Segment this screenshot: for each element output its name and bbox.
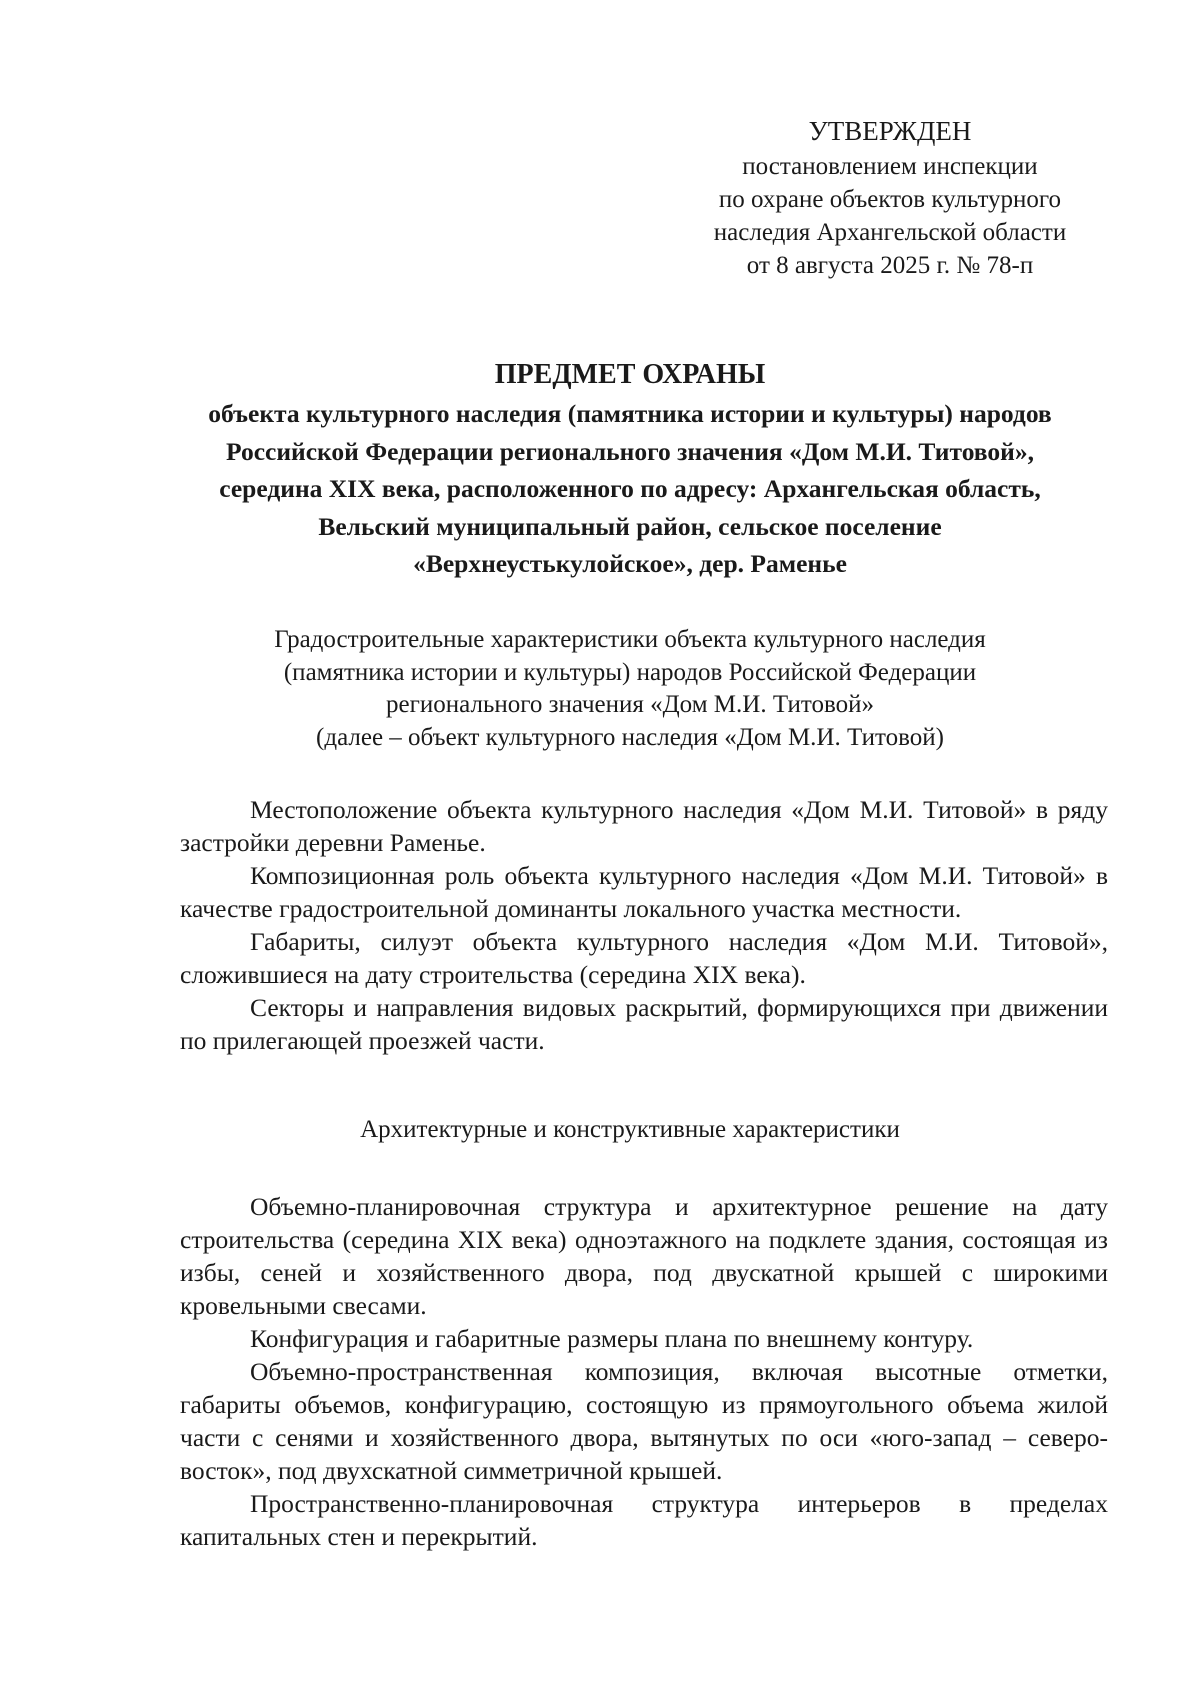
section-heading-urban <box>160 624 1100 754</box>
paragraph: Местоположение объекта культурного наследия «Дом М.И. Титовой» в ряду застройки деревни Раменье. <box>180 795 1108 857</box>
section-heading-line: Архитектурные и конструктивные характеристики <box>360 1116 900 1143</box>
paragraph: Объемно-планировочная структура и архитектурное решение на дату строительства (середина XIX века) одноэтажного на подклете здания, состоящая из избы, сеней и хозяйственного двора, под двускатной крышей с широкими кровельными свесами. <box>180 1192 1108 1320</box>
document-title: ПРЕДМЕТ ОХРАНЫ <box>494 359 766 390</box>
document-subtitle-line: Российской Федерации регионального значения «Дом М.И. Титовой», <box>226 436 1034 466</box>
approval-stamp <box>680 112 1100 282</box>
section-heading-line: Градостроительные характеристики объекта культурного наследия <box>274 626 986 653</box>
section-heading-line: (памятника истории и культуры) народов Российской Федерации <box>283 658 977 686</box>
paragraph: Пространственно-планировочная структура интерьеров в пределах капитальных стен и перекрытий. <box>180 1489 1108 1551</box>
approval-line: постановлением инспекции <box>742 153 1038 180</box>
section-body-urban <box>180 793 1108 1057</box>
approval-line: от 8 августа 2025 г. № 78-п <box>746 252 1034 279</box>
approval-line: наследия Архангельской области <box>713 219 1067 246</box>
section-heading-architecture <box>160 1114 1100 1147</box>
section-heading-line: (далее – объект культурного наследия «Дом М.И. Титовой) <box>316 723 944 751</box>
approval-title: УТВЕРЖДЕН <box>808 116 972 146</box>
section-heading-line: регионального значения «Дом М.И. Титовой» <box>386 691 874 718</box>
approval-line: по охране объектов культурного <box>718 186 1062 213</box>
paragraph: Габариты, силуэт объекта культурного наследия «Дом М.И. Титовой», сложившиеся на дату строительства (середина XIX века). <box>180 927 1108 989</box>
document-subtitle-line: середина XIX века, расположенного по адресу: Архангельская область, <box>219 474 1041 503</box>
document-subtitle-line: Вельский муниципальный район, сельское поселение <box>318 511 942 541</box>
document-subtitle-line: «Верхнеустькулойское», дер. Раменье <box>413 549 847 578</box>
paragraph: Секторы и направления видовых раскрытий, формирующихся при движении по прилегающей проезжей части. <box>180 993 1108 1055</box>
section-body-architecture <box>180 1190 1108 1553</box>
document-subtitle-line: объекта культурного наследия (памятника истории и культуры) народов <box>208 399 1052 428</box>
document-title-block <box>160 355 1100 583</box>
paragraph: Композиционная роль объекта культурного наследия «Дом М.И. Титовой» в качестве градостроительной доминанты локального участка местности. <box>180 861 1108 923</box>
paragraph: Объемно-пространственная композиция, включая высотные отметки, габариты объемов, конфигурацию, состоящую из прямоугольного объема жилой части с сенями и хозяйственного двора, вытянутых по оси «юго-запад – северо-восток», под двухскатной симметричной крышей. <box>180 1357 1108 1485</box>
paragraph: Конфигурация и габаритные размеры плана по внешнему контуру. <box>250 1324 974 1353</box>
